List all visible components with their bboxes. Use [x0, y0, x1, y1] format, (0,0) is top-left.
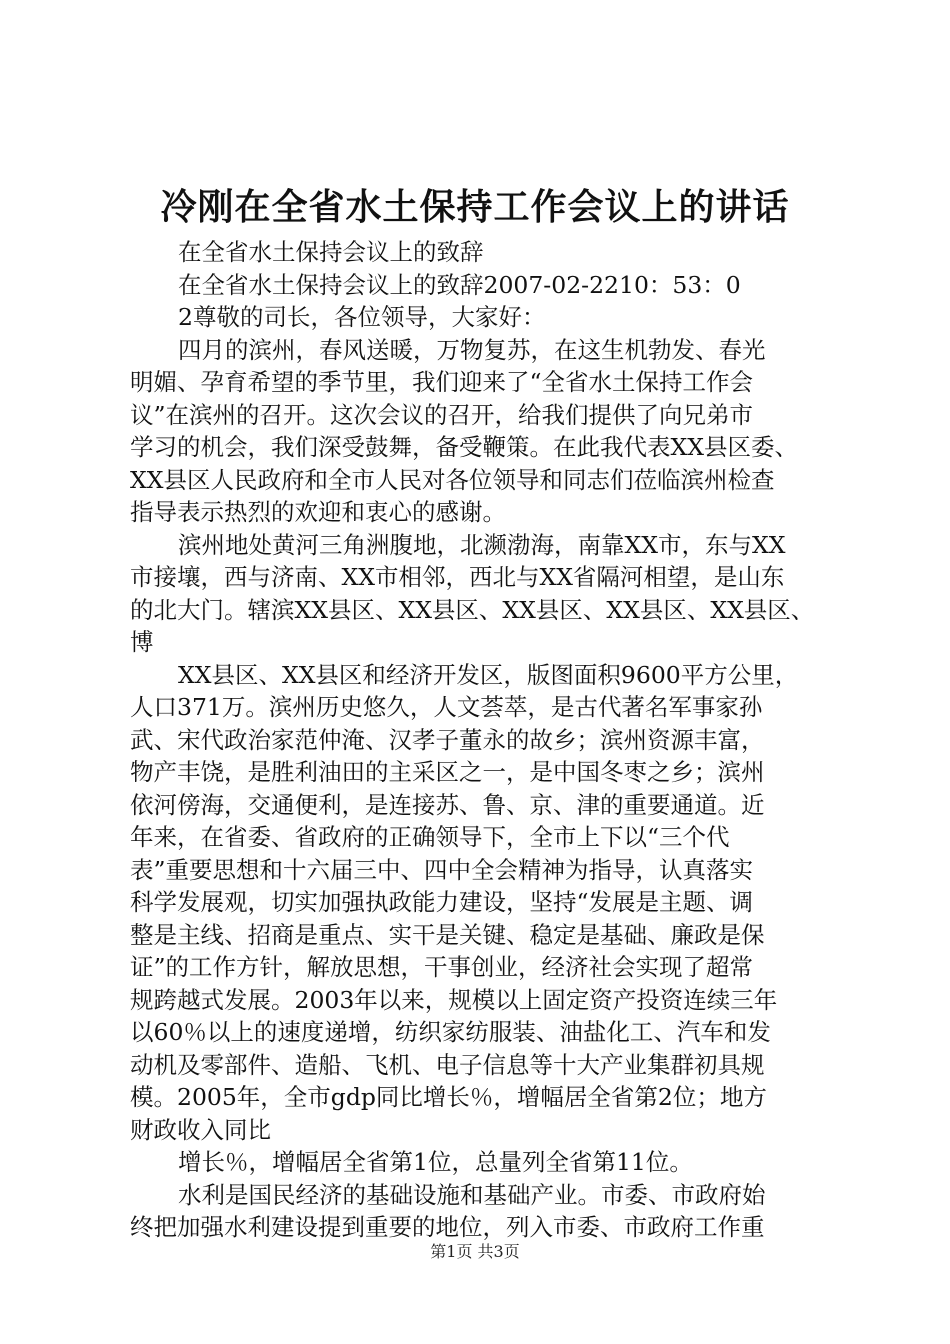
- text-line: 滨州地处黄河三角洲腹地，北濒渤海，南靠XX市，东与XX: [178, 530, 786, 559]
- text-line: XX县区人民政府和全市人民对各位领导和同志们莅临滨州检查: [130, 465, 775, 494]
- text-line: 2尊敬的司长，各位领导，大家好：: [178, 303, 546, 331]
- text-line: 议”在滨州的召开。这次会议的召开，给我们提供了向兄弟市: [130, 400, 754, 429]
- text-line: 增长％，增幅居全省第1位，总量列全省第11位。: [178, 1148, 693, 1176]
- text-line: 学习的机会，我们深受鼓舞，备受鞭策。在此我代表XX县区委、: [130, 433, 798, 461]
- text-line: 人口371万。滨州历史悠久，人文荟萃，是古代著名军事家孙: [130, 693, 763, 721]
- text-line: 在全省水土保持会议上的致辞: [178, 238, 484, 266]
- text-line: 证”的工作方针，解放思想，干事创业，经济社会实现了超常: [130, 953, 754, 981]
- text-line: 市接壤，西与济南、XX市相邻，西北与XX省隔河相望，是山东: [130, 563, 785, 591]
- text-line: 模。2005年，全市gdp同比增长％，增幅居全省第2位；地方: [130, 1083, 767, 1111]
- text-line: 表”重要思想和十六届三中、四中全会精神为指导，认真落实: [130, 855, 754, 884]
- text-line: 四月的滨州，春风送暖，万物复苏，在这生机勃发、春光: [178, 335, 766, 364]
- document-title: 冷刚在全省水土保持工作会议上的讲话: [160, 187, 790, 228]
- text-line: 科学发展观，切实加强执政能力建设，坚持“发展是主题、调: [130, 888, 754, 916]
- text-line: 依河傍海，交通便利，是连接苏、鲁、京、津的重要通道。近: [130, 790, 765, 819]
- text-line: 博: [130, 628, 154, 656]
- document-body: [130, 236, 836, 1244]
- text-line: 整是主线、招商是重点、实干是关键、稳定是基础、廉政是保: [130, 920, 765, 949]
- text-line: 武、宋代政治家范仲淹、汉孝子董永的故乡；滨州资源丰富，: [130, 725, 765, 754]
- text-line: 动机及零部件、造船、飞机、电子信息等十大产业集群初具规: [130, 1050, 765, 1079]
- text-line: XX县区、XX县区和经济开发区，版图面积9600平方公里，: [178, 660, 799, 689]
- text-line: 物产丰饶，是胜利油田的主采区之一，是中国冬枣之乡；滨州: [130, 758, 765, 786]
- text-line: 明媚、孕育希望的季节里，我们迎来了“全省水土保持工作会: [130, 368, 754, 396]
- page-number-footer: 第1页 共3页: [430, 1242, 520, 1261]
- text-line: 年来，在省委、省政府的正确领导下，全市上下以“三个代: [130, 823, 730, 851]
- text-line: 的北大门。辖滨XX县区、XX县区、XX县区、XX县区、XX县区、: [130, 595, 815, 624]
- text-line: 水利是国民经济的基础设施和基础产业。市委、市政府始: [178, 1180, 766, 1209]
- text-line: 规跨越式发展。2003年以来，规模以上固定资产投资连续三年: [130, 985, 778, 1014]
- text-line: 财政收入同比: [130, 1115, 271, 1144]
- text-line: 以60％以上的速度递增，纺织家纺服装、油盐化工、汽车和发: [130, 1018, 771, 1046]
- text-line: 终把加强水利建设提到重要的地位，列入市委、市政府工作重: [130, 1213, 765, 1241]
- text-line: 指导表示热烈的欢迎和衷心的感谢。: [130, 498, 506, 526]
- text-line: 在全省水土保持会议上的致辞2007-02-2210：53：0: [178, 270, 741, 299]
